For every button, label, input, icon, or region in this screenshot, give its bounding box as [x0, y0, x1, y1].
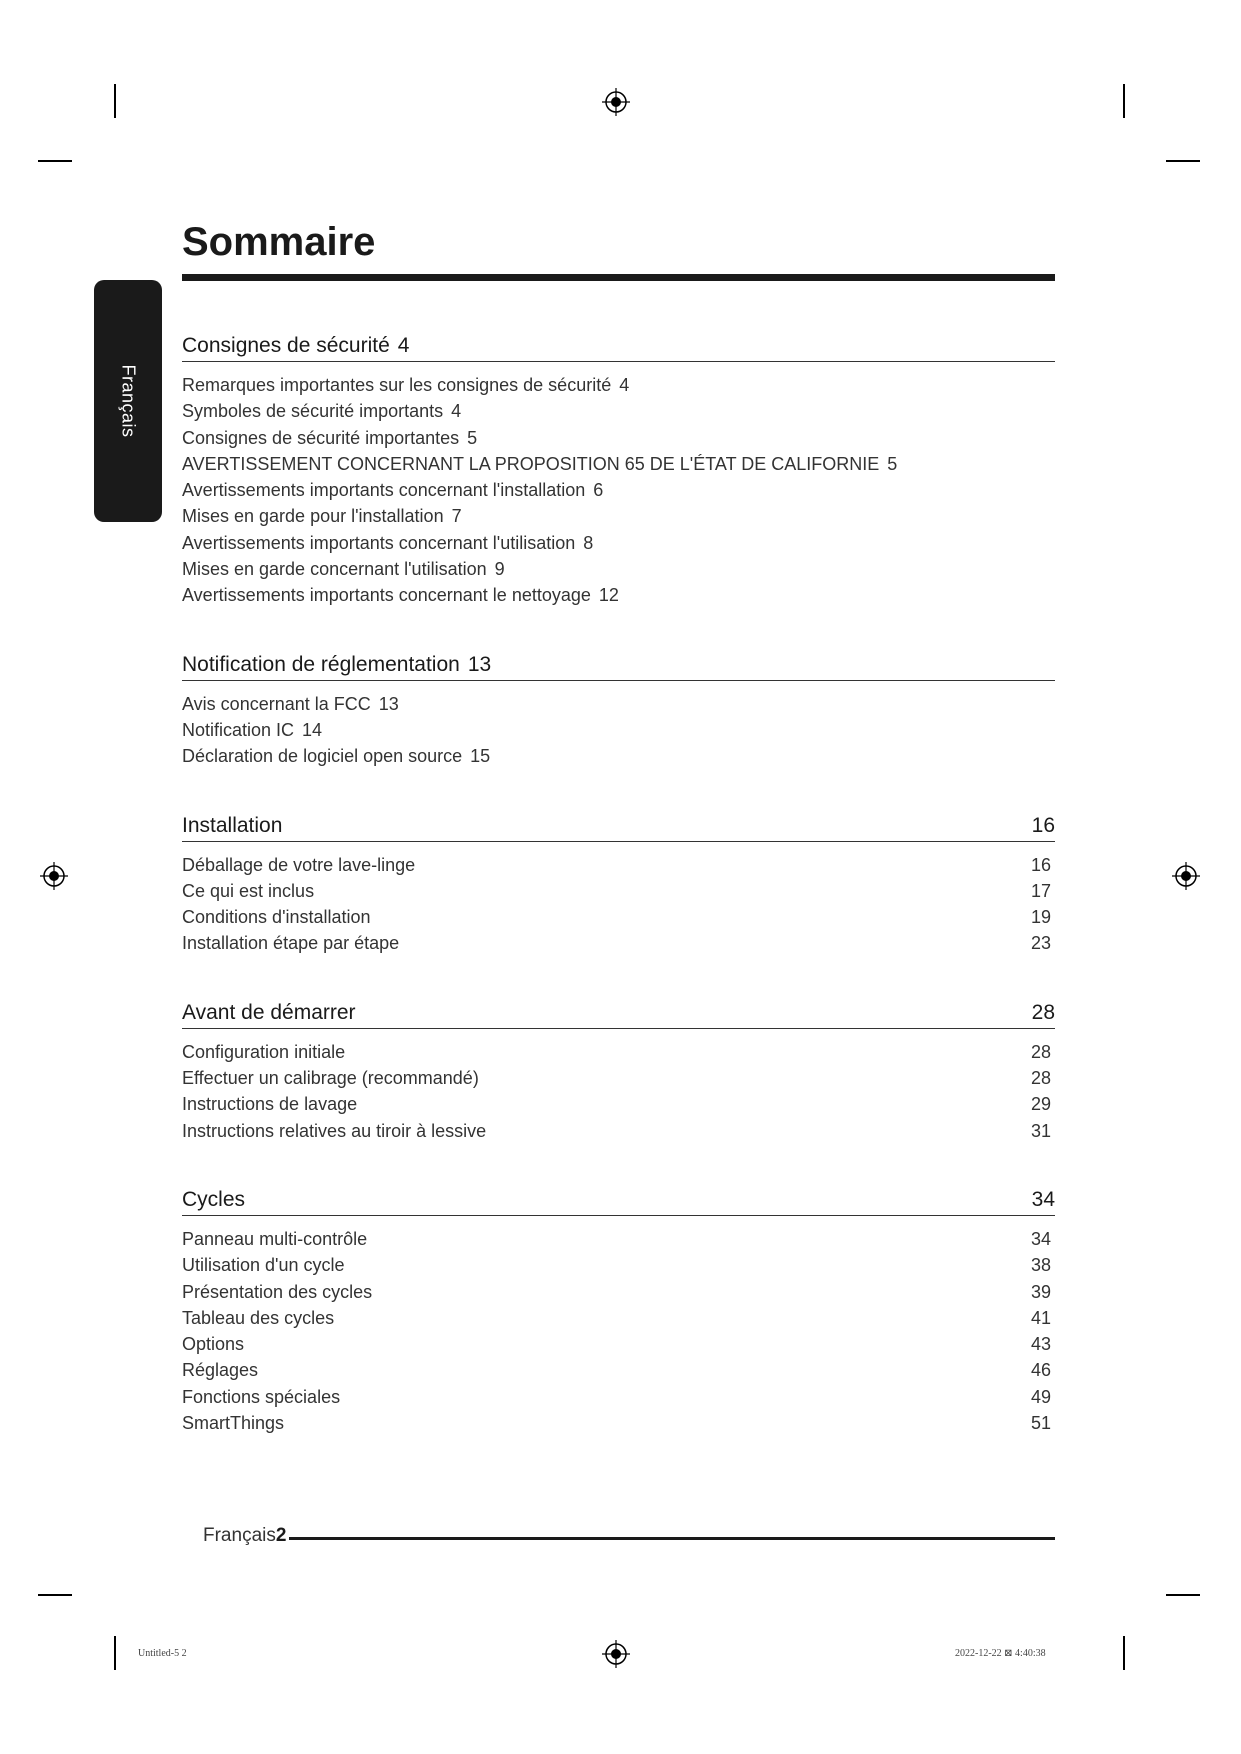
toc-section-heading[interactable] — [182, 814, 1055, 842]
toc-section-page: 28 — [1031, 1000, 1055, 1024]
toc-entry[interactable] — [182, 556, 1055, 582]
title-rule — [182, 274, 1055, 281]
toc-entry-label: Avertissements importants concernant l'installation — [182, 480, 586, 501]
toc-entry[interactable] — [182, 372, 1055, 398]
toc-entry-label: Options — [182, 1334, 245, 1355]
toc-entry-label: Notification IC — [182, 719, 295, 740]
toc-entry-label: Instructions relatives au tiroir à lessive — [182, 1120, 487, 1141]
toc-entry-label: Déballage de votre lave-linge — [182, 854, 416, 875]
toc-entry[interactable] — [182, 904, 1055, 930]
footer-rule — [289, 1537, 1055, 1540]
crop-mark — [38, 160, 72, 162]
toc-entry[interactable] — [182, 1357, 1055, 1383]
toc-entry-label: Réglages — [182, 1360, 259, 1381]
toc-entry-label: Fonctions spéciales — [182, 1386, 341, 1407]
toc-entry[interactable] — [182, 1384, 1055, 1410]
toc-section-title: Installation — [182, 813, 283, 837]
toc-entry[interactable] — [182, 425, 1055, 451]
toc-entry-page: 8 — [583, 532, 594, 553]
toc-section — [182, 1188, 1055, 1436]
toc-entry[interactable] — [182, 503, 1055, 529]
toc-entry-label: Symboles de sécurité importants — [182, 401, 444, 422]
toc-section — [182, 814, 1055, 957]
toc-section-title: Consignes de sécurité — [182, 334, 390, 357]
toc-entry-label: Avis concernant la FCC — [182, 693, 371, 714]
toc-entry-label: Présentation des cycles — [182, 1281, 373, 1302]
toc-entry-page: 41 — [1030, 1307, 1051, 1328]
toc-entry-label: Mises en garde pour l'installation — [182, 506, 444, 527]
toc-entry-page: 17 — [1030, 880, 1051, 901]
toc-entry[interactable] — [182, 1065, 1055, 1091]
crop-mark — [38, 1594, 72, 1596]
toc-entry-page: 46 — [1030, 1360, 1051, 1381]
toc-section-title: Notification de réglementation — [182, 652, 460, 676]
toc-entry-page: 43 — [1030, 1334, 1051, 1355]
toc-section-page: 4 — [397, 334, 410, 357]
toc-entry[interactable] — [182, 1305, 1055, 1331]
toc-entry[interactable] — [182, 930, 1055, 956]
toc-entry[interactable] — [182, 1252, 1055, 1278]
crop-mark — [1123, 84, 1125, 118]
toc-entry-label: AVERTISSEMENT CONCERNANT LA PROPOSITION 65 DE L'ÉTAT DE CALIFORNIE — [182, 453, 880, 474]
toc-section-page: 13 — [467, 652, 492, 676]
crop-mark — [1123, 1636, 1125, 1670]
toc-section-heading[interactable] — [182, 1188, 1055, 1216]
toc-entry[interactable] — [182, 743, 1055, 769]
toc-entry-label: Déclaration de logiciel open source — [182, 746, 463, 767]
registration-mark-icon — [40, 862, 68, 890]
crop-mark — [1166, 160, 1200, 162]
toc-entry[interactable] — [182, 1118, 1055, 1144]
table-of-contents — [182, 334, 1055, 1480]
toc-entry-label: Ce qui est inclus — [182, 880, 315, 901]
toc-entry-label: Consignes de sécurité importantes — [182, 427, 460, 448]
toc-section — [182, 653, 1055, 770]
toc-section-heading[interactable] — [182, 334, 1055, 362]
crop-mark — [114, 1636, 116, 1670]
toc-entry-page: 9 — [494, 559, 505, 580]
registration-mark-icon — [602, 88, 630, 116]
toc-entry[interactable] — [182, 1410, 1055, 1436]
toc-entry[interactable] — [182, 1331, 1055, 1357]
toc-entry-label: Mises en garde concernant l'utilisation — [182, 559, 487, 580]
toc-entry-page: 5 — [887, 453, 898, 474]
toc-section-heading[interactable] — [182, 653, 1055, 681]
crop-mark — [1166, 1594, 1200, 1596]
toc-section-page: 34 — [1031, 1187, 1055, 1211]
toc-section-title: Avant de démarrer — [182, 1000, 356, 1024]
toc-entry[interactable] — [182, 477, 1055, 503]
toc-entry-page: 5 — [467, 427, 478, 448]
toc-entry[interactable] — [182, 717, 1055, 743]
toc-section — [182, 334, 1055, 609]
toc-entry-page: 6 — [593, 480, 604, 501]
toc-entry-page: 19 — [1030, 907, 1051, 928]
print-slug-left: Untitled-5 2 — [138, 1648, 187, 1659]
toc-entry[interactable] — [182, 878, 1055, 904]
toc-entry-page: 38 — [1030, 1255, 1051, 1276]
toc-entry-page: 23 — [1030, 933, 1051, 954]
language-side-tab — [94, 280, 162, 522]
toc-entry-page: 4 — [451, 401, 462, 422]
toc-entry-page: 39 — [1030, 1281, 1051, 1302]
toc-section-title: Cycles — [182, 1187, 246, 1211]
toc-entry[interactable] — [182, 582, 1055, 608]
toc-entry-label: Avertissements importants concernant l'utilisation — [182, 532, 576, 553]
toc-entry-label: SmartThings — [182, 1413, 285, 1434]
toc-entry-label: Panneau multi-contrôle — [182, 1228, 368, 1249]
toc-entry-page: 28 — [1030, 1041, 1051, 1062]
footer-language: Français — [203, 1525, 276, 1546]
toc-entry-page: 4 — [619, 375, 630, 395]
toc-entry-label: Utilisation d'un cycle — [182, 1255, 345, 1276]
toc-entry[interactable] — [182, 398, 1055, 424]
print-slug-right: 2022-12-22 ⊠ 4:40:38 — [955, 1648, 1046, 1659]
toc-section — [182, 1001, 1055, 1144]
toc-section-heading[interactable] — [182, 1001, 1055, 1029]
toc-entry-label: Avertissements importants concernant le nettoyage — [182, 585, 591, 606]
toc-entry-page: 14 — [302, 719, 323, 740]
footer-page-number: 2 — [275, 1525, 287, 1546]
toc-entry[interactable] — [182, 852, 1055, 878]
footer-page-label — [203, 1525, 286, 1547]
toc-entry-label: Remarques importantes sur les consignes de sécurité — [182, 375, 612, 395]
toc-entry[interactable] — [182, 451, 1055, 477]
page-title: Sommaire — [182, 220, 376, 264]
toc-entry-page: 51 — [1030, 1413, 1051, 1434]
toc-entry-page: 49 — [1030, 1386, 1051, 1407]
toc-entry-label: Configuration initiale — [182, 1041, 346, 1062]
toc-entry-page: 16 — [1030, 854, 1051, 875]
toc-entry[interactable] — [182, 1039, 1055, 1065]
toc-entry-label: Tableau des cycles — [182, 1307, 335, 1328]
registration-mark-icon — [602, 1640, 630, 1668]
toc-entry[interactable] — [182, 1091, 1055, 1117]
toc-entry-page: 31 — [1030, 1120, 1051, 1141]
registration-mark-icon — [1172, 862, 1200, 890]
toc-entry-page: 28 — [1030, 1068, 1051, 1089]
toc-entry-page: 29 — [1030, 1094, 1051, 1115]
crop-mark — [114, 84, 116, 118]
toc-entry[interactable] — [182, 1226, 1055, 1252]
toc-entry-label: Installation étape par étape — [182, 933, 400, 954]
toc-entry-label: Effectuer un calibrage (recommandé) — [182, 1068, 479, 1089]
toc-section-page: 16 — [1031, 813, 1055, 837]
toc-entry[interactable] — [182, 530, 1055, 556]
toc-entry[interactable] — [182, 1279, 1055, 1305]
toc-entry-label: Conditions d'installation — [182, 907, 371, 928]
toc-entry-page: 15 — [470, 746, 491, 767]
toc-entry-page: 13 — [378, 693, 399, 714]
toc-entry[interactable] — [182, 691, 1055, 717]
language-side-tab-label: Français — [118, 364, 139, 438]
toc-entry-page: 12 — [598, 585, 619, 606]
toc-entry-label: Instructions de lavage — [182, 1094, 358, 1115]
toc-entry-page: 7 — [451, 506, 462, 527]
toc-entry-page: 34 — [1030, 1228, 1051, 1249]
